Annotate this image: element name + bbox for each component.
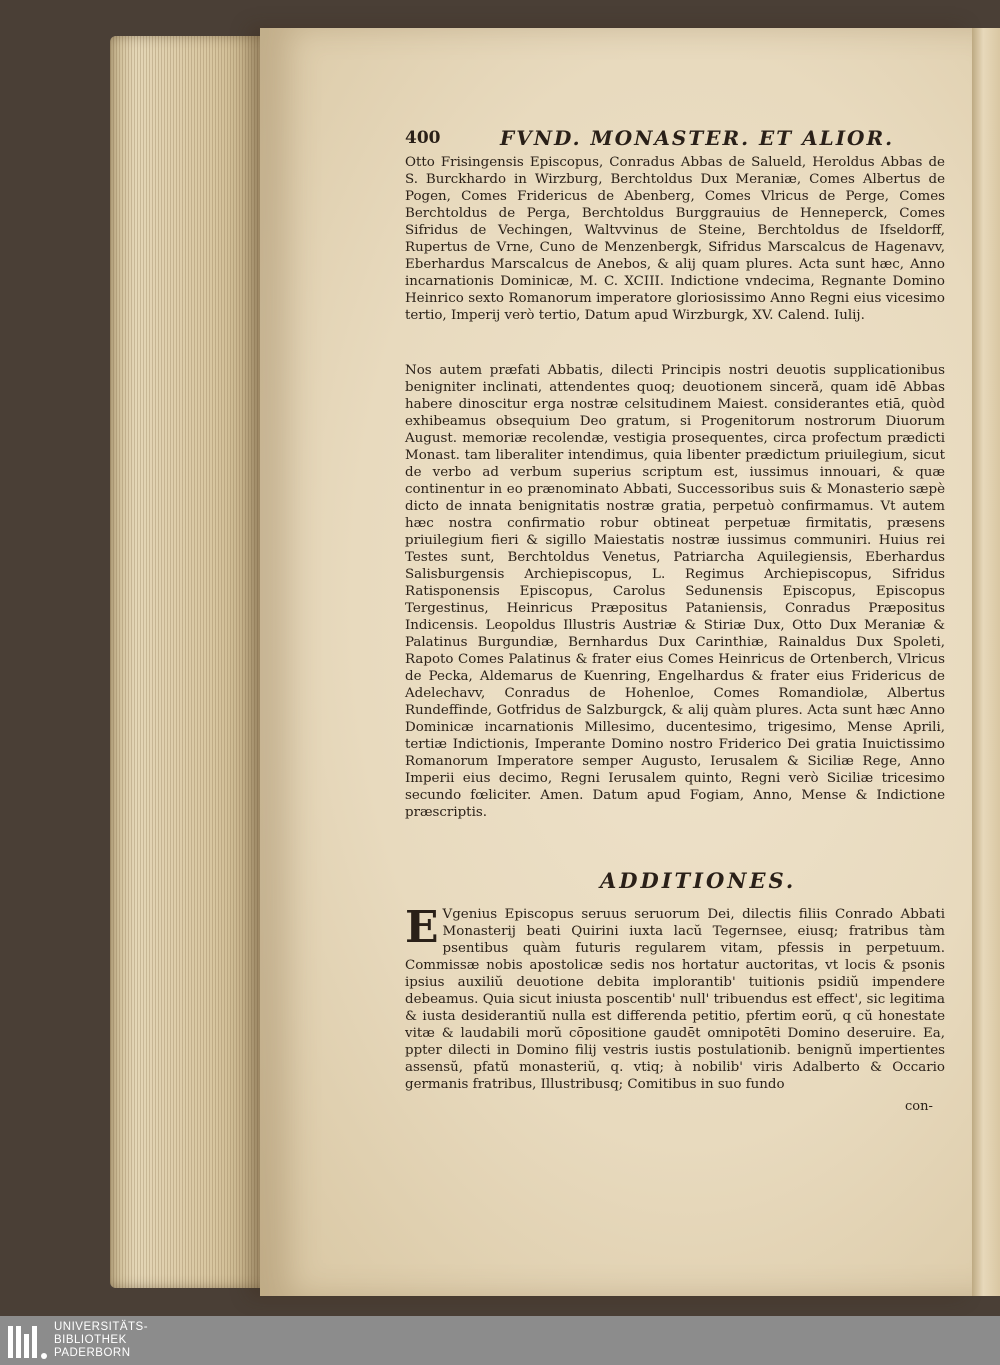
text-block-2 (405, 362, 945, 821)
paragraph-confirmation: Nos autem præfati Abbatis, dilecti Principis nostri deuotis supplicationibus benigniter inclinati, attendentes quoq; deuotionem sinceră, quam idē Abbas habere dinoscitur erga nostræ celsitudinem Maiest. considerantes etiā, quòd exhibeamus obsequium Deo gratum, si Progenitorum nostrorum Diuorum August. memoriæ recolendæ, vestigia prosequentes, circa profectum prædicti Monast. tam liberaliter intendimus, quia libenter prædictum priuilegium, sicut de verbo ad verbum superius scriptum est, iussimus innouari, & quæ continentur in eo prænominato Abbati, Successoribus suis & Monasterio sæpè dicto de innata benignitatis nostræ gratia, perpetuò confirmamus. Vt autem hæc nostra confirmatio robur obtineat perpetuæ firmitatis, præsens priuilegium fieri & sigillo Maiestatis nostræ iussimus communiri. Huius rei Testes sunt, Berchtoldus Venetus, Patriarcha Aquilegiensis, Eberhardus Salisburgensis Archiepiscopus, L. Regimus Archiepiscopus, Sifridus Ratisponensis Episcopus, Carolus Sedunensis Episcopus, Episcopus Tergestinus, Heinricus Præpositus Pataniensis, Conradus Præpositus Indicensis. Leopoldus Illustris Austriæ & Stiriæ Dux, Otto Dux Meraniæ & Palatinus Burgundiæ, Bernhardus Dux Carinthiæ, Rainaldus Dux Spoleti, Rapoto Comes Palatinus & frater eius Comes Heinricus de Ortenberch, Vlricus de Pecka, Aldemarus de Kuenring, Engelhardus & frater eius Fridericus de Adelechavv, Conradus de Hohenloe, Comes Romandiolæ, Albertus Rundeffinde, Gotfridus de Salzburgck, & alij quàm plures. Acta sunt hæc Anno Dominicæ incarnationis Millesimo, ducentesimo, trigesimo, Mense Aprili, tertiæ Indictionis, Imperante Domino nostro Friderico Dei gratia Inuictissimo Romanorum Imperatore semper Augusto, Ierusalem & Siciliæ Rege, Anno Imperii eius decimo, Regni Ierusalem quinto, Regni verò Siciliæ tricesimo secundo fœliciter. Amen. Datum apud Fogiam, Anno, Mense & Indictione præscriptis. (405, 363, 945, 820)
library-footer (0, 1316, 1000, 1365)
library-name (54, 1321, 148, 1360)
section-heading: ADDITIONES. (600, 868, 797, 893)
library-name-line3: PADERBORN (54, 1347, 131, 1359)
page-number: 400 (405, 128, 441, 148)
library-name-line2: BIBLIOTHEK (54, 1334, 127, 1346)
next-page-edge (972, 28, 1000, 1296)
page-header (405, 126, 950, 152)
catchword: con- (905, 1099, 933, 1114)
library-name-line1: UNIVERSITÄTS- (54, 1321, 149, 1333)
library-logo-icon (6, 1320, 48, 1362)
text-block-3 (405, 902, 945, 1093)
paragraph-eugenius: Vgenius Episcopus seruus seruorum Dei, dilectis filiis Conrado Abbati Monasterij beati Quirini iuxta lacŭ Tegernsee, eiusq; fratribus tàm psentibus quàm futuris regularem vitam, pfessis in perpetuum. Commissæ nobis apostolicæ sedis nos hortatur auctoritas, vt locis & psonis ipsius auxiliŭ deuotione debita implorantib' tuitionis psidiŭ impendere debeamus. Quia sicut iniusta poscentib' null' tribuendus est effect', sic legitima & iusta desiderantiŭ nulla est differenda petitio, pfertim eorŭ, q cŭ honestate vitæ & laudabili morŭ cōpositione gaudēt omnipotēti Domino deseruire. Ea, ppter dilecti in Domino filij vestris iustis postulationib. benignŭ impertientes assensŭ, pfatŭ monasteriŭ, q. vtiq; à nobilib' viris Adalberto & Occario germanis fratribus, Illustribusq; Comitibus in suo fundo (405, 907, 945, 1092)
running-head: FVND. MONASTER. ET ALIOR. (500, 126, 895, 150)
page-edges (110, 36, 280, 1288)
drop-cap: E (405, 902, 439, 953)
text-block-1 (405, 154, 945, 324)
paragraph-testes-1: Otto Frisingensis Episcopus, Conradus Abbas de Salueld, Heroldus Abbas de S. Burckhardo in Wirzburg, Berchtoldus Dux Meraniæ, Comes Albertus de Pogen, Comes Fridericus de Abenberg, Comes Vlricus de Perge, Comes Berchtoldus de Perga, Berchtoldus Burggrauius de Henneperck, Comes Sifridus de Vechingen, Waltvvinus de Steine, Berchtoldus de Ifseldorff, Rupertus de Vrne, Cuno de Menzenbergk, Sifridus Marscalcus de Hagenavv, Eberhardus Marscalcus de Anebos, & alij quam plures. Acta sunt hæc, Anno incarnationis Dominicæ, M. C. XCIII. Indictione vndecima, Regnante Domino Heinrico sexto Romanorum imperatore gloriosissimo Anno Regni eius vicesimo tertio, Imperij verò tertio, Datum apud Wirzburgk, XV. Calend. Iulij. (405, 155, 945, 323)
